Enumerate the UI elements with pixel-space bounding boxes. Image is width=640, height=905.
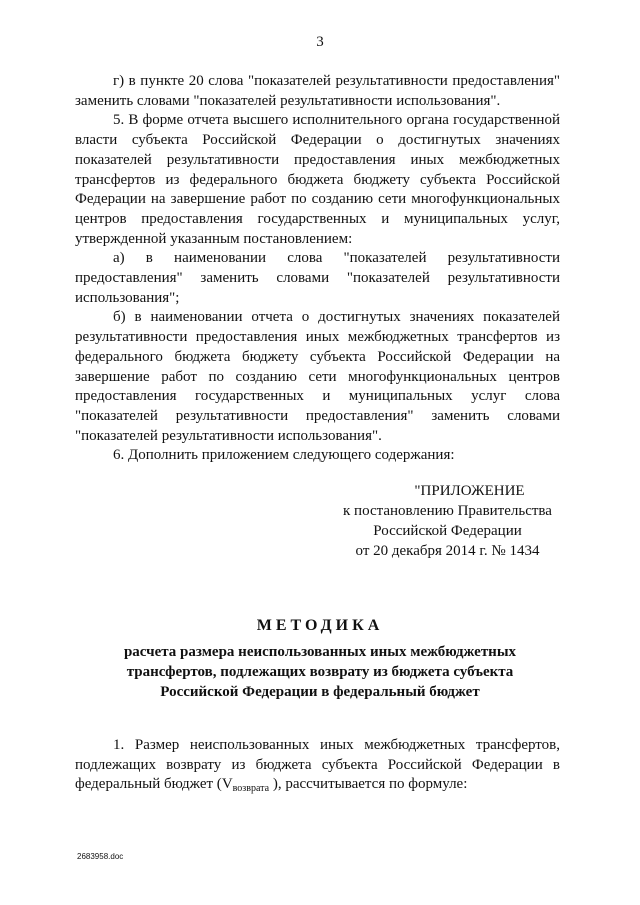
method-item-1 — [75, 736, 560, 799]
amendments-block — [75, 72, 560, 466]
appendix-line-3: от 20 декабря 2014 г. № 1434 — [355, 543, 540, 559]
page-number: 3 — [316, 34, 324, 50]
refund-variable-subscript: возврата — [232, 783, 270, 795]
method-item-1-tail: ), рассчитывается по формуле: — [269, 776, 468, 793]
paragraph-6: 6. Дополнить приложением следующего содержания: — [113, 447, 455, 464]
method-subtitle — [100, 642, 540, 702]
appendix-label: "ПРИЛОЖЕНИЕ — [414, 483, 525, 499]
paragraph-5: 5. В форме отчета высшего исполнительного органа государственной власти субъекта Российской Федерации о достигнутых значениях показателей результативности предоставления иных межбюджетных трансфертов из федерального бюджета бюджету субъекта Российской Федерации на завершение работ по созданию сети многофункциональных центров предоставления государственных и муниципальных услуг, утвержденной указанным постановлением: — [75, 112, 560, 247]
appendix-header — [330, 481, 565, 561]
refund-variable: V — [221, 776, 233, 793]
method-item-block — [75, 736, 560, 799]
subtitle-line-1: расчета размера неиспользованных иных межбюджетных — [123, 644, 517, 660]
paragraph-g: г) в пункте 20 слова "показателей результативности предоставления" заменить словами "показателей результативности использования". — [75, 73, 560, 109]
method-item-1-text: 1. Размер неиспользованных иных межбюджетных трансфертов, подлежащих возврату из бюджета субъекта Российской Федерации в федеральный бюджет ( — [75, 737, 560, 793]
footer-doc-id: 2683958.doc — [77, 852, 124, 861]
subtitle-line-3: Российской Федерации в федеральный бюджет — [160, 684, 480, 700]
method-title: МЕТОДИКА — [256, 617, 384, 634]
paragraph-b: б) в наименовании отчета о достигнутых значениях показателей результативности предоставления иных межбюджетных трансфертов из федерального бюджета бюджету субъекта Российской Федерации на завершение работ по созданию сети многофункциональных центров предоставления государственных и муниципальных услуг слова "показателей результативности предоставления" заменить словами "показателей результативности использования". — [75, 309, 560, 444]
appendix-line-1: к постановлению Правительства — [343, 503, 552, 519]
subtitle-line-2: трансфертов, подлежащих возврату из бюджета субъекта — [126, 664, 514, 680]
paragraph-a: а) в наименовании слова "показателей результативности предоставления" заменить словами "показателей результативности использования"; — [75, 250, 560, 306]
appendix-line-2: Российской Федерации — [373, 523, 522, 539]
